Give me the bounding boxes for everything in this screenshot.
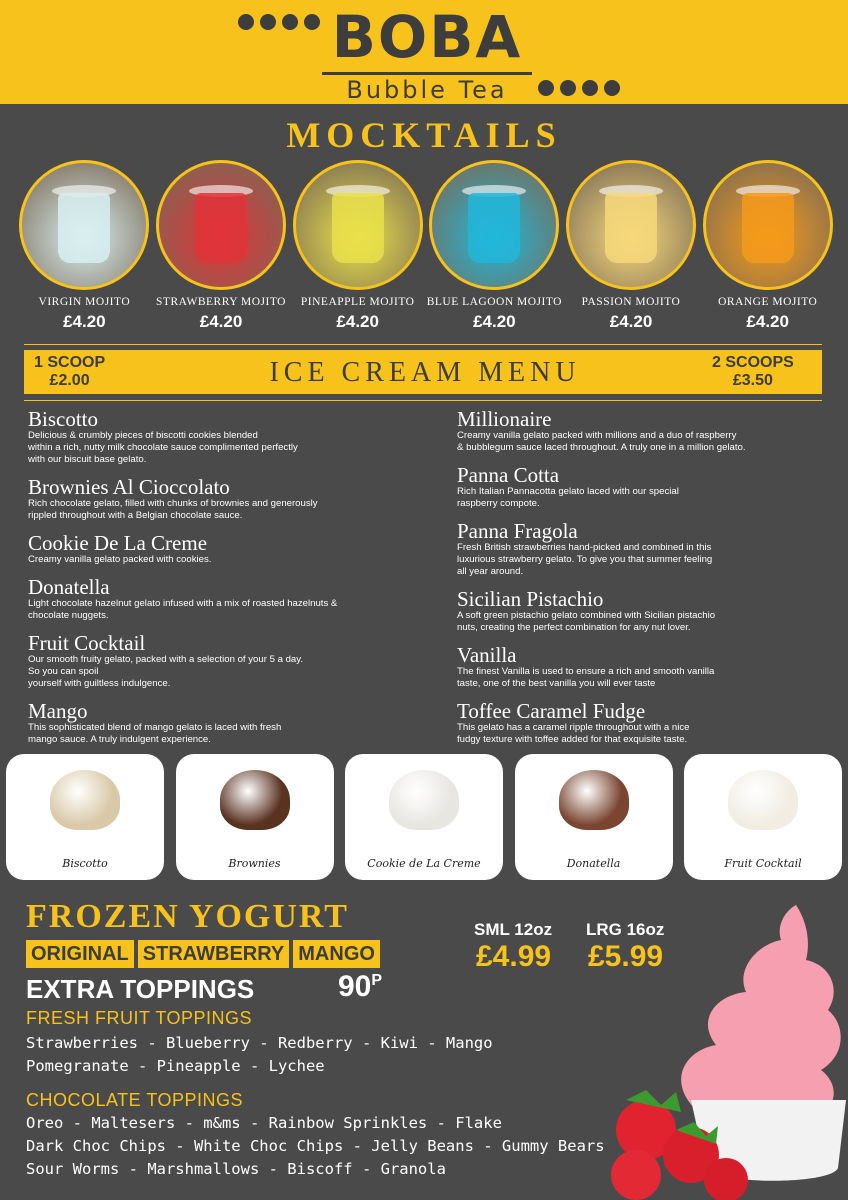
flavour-entry bbox=[457, 588, 827, 634]
flavour-name: Cookie De La Creme bbox=[28, 531, 208, 555]
mocktail-item bbox=[426, 160, 563, 332]
flavour-description: Delicious & crumbly pieces of biscotti cookies blended bbox=[28, 430, 258, 441]
brand-logo: BOBA bbox=[331, 3, 523, 71]
mocktail-photo bbox=[156, 160, 286, 290]
flavour-description: yourself with guiltless indulgence. bbox=[28, 678, 171, 689]
flavour-description: Rich chocolate gelato, filled with chunks of brownies and generously bbox=[28, 498, 318, 509]
flavour-description: luxurious strawberry gelato. To give you that summer feeling bbox=[457, 554, 713, 565]
chocolate-toppings-line: Oreo - Maltesers - m&ms - Rainbow Sprinkles - Flake bbox=[26, 1114, 502, 1132]
mocktails-row bbox=[16, 160, 836, 332]
extra-toppings-price: $90^P$ bbox=[338, 970, 383, 1003]
flavour-entry bbox=[28, 700, 428, 746]
mocktail-name: BLUE LAGOON MOJITO bbox=[426, 296, 562, 308]
logo-divider bbox=[322, 72, 532, 75]
flavour-description: with our biscuit base gelato. bbox=[28, 454, 147, 465]
ice-cream-title: ICE CREAM MENU bbox=[269, 357, 581, 388]
flavour-entry bbox=[28, 408, 428, 466]
flavour-description: all year around. bbox=[457, 566, 524, 577]
flavour-name: Panna Cotta bbox=[457, 463, 560, 487]
flavour-description: A soft green pistachio gelato combined with Sicilian pistachio bbox=[457, 610, 716, 621]
ice-cream-scoop-icon bbox=[559, 770, 629, 830]
mocktail-name: STRAWBERRY MOJITO bbox=[156, 296, 286, 308]
ice-cream-scoop-icon bbox=[728, 770, 798, 830]
frozen-yogurt-title: FROZEN YOGURT bbox=[26, 898, 349, 935]
glass-icon bbox=[468, 193, 520, 263]
mocktail-photo bbox=[566, 160, 696, 290]
chocolate-toppings-line: Sour Worms - Marshmallows - Biscoff - Granola bbox=[26, 1160, 446, 1178]
flavour-tag: ORIGINAL bbox=[26, 940, 134, 968]
flavour-card-label: Fruit Cocktail bbox=[724, 857, 802, 870]
flavour-description: nuts, creating the perfect combination for any nut lover. bbox=[457, 622, 691, 633]
fruit-toppings-line: Strawberries - Blueberry - Redberry - Kiwi - Mango bbox=[26, 1034, 493, 1052]
mocktail-price: £4.20 bbox=[746, 312, 789, 331]
decorative-dots-right bbox=[538, 80, 620, 96]
flavour-description: This gelato has a caramel ripple throughout with a nice bbox=[457, 722, 690, 733]
ice-cream-scoop-icon bbox=[220, 770, 290, 830]
large-size-label: LRG 16oz bbox=[586, 920, 665, 939]
flavour-name: Toffee Caramel Fudge bbox=[457, 699, 646, 723]
frozen-yogurt-illustration bbox=[606, 900, 848, 1200]
mocktail-name: PINEAPPLE MOJITO bbox=[300, 296, 415, 308]
flavour-entry bbox=[457, 644, 827, 690]
mocktail-price: £4.20 bbox=[199, 312, 243, 331]
glass-icon bbox=[332, 193, 384, 263]
flavour-cards bbox=[6, 754, 842, 880]
one-scoop-price: 1 SCOOP £2.00 bbox=[34, 354, 106, 389]
mocktail-price: £4.20 bbox=[63, 312, 106, 331]
glass-icon bbox=[195, 193, 247, 263]
mocktail-photo bbox=[19, 160, 149, 290]
flavour-card-label: Brownies bbox=[228, 857, 281, 870]
fruit-toppings-heading: FRESH FRUIT TOPPINGS bbox=[26, 1008, 253, 1028]
chocolate-toppings-heading: CHOCOLATE TOPPINGS bbox=[26, 1090, 244, 1110]
yogurt-flavour-tags bbox=[26, 940, 380, 968]
mocktail-item bbox=[153, 160, 290, 332]
mocktails-title: MOCKTAILS bbox=[286, 115, 562, 155]
glass-icon bbox=[742, 193, 794, 263]
flavour-card bbox=[684, 754, 842, 880]
flavour-entry bbox=[457, 700, 827, 746]
flavour-description: Fresh British strawberries hand-picked and combined in this bbox=[457, 542, 712, 553]
flavour-entry bbox=[28, 532, 428, 566]
mocktail-item bbox=[289, 160, 426, 332]
fruit-toppings-line: Pomegranate - Pineapple - Lychee bbox=[26, 1057, 325, 1075]
flavour-list-right bbox=[457, 408, 827, 756]
flavour-card bbox=[345, 754, 503, 880]
flavour-name: Millionaire bbox=[457, 407, 552, 431]
ice-cream-scoop-icon bbox=[389, 770, 459, 830]
mocktail-name: ORANGE MOJITO bbox=[718, 296, 818, 308]
flavour-description: Rich Italian Pannacotta gelato laced with our special bbox=[457, 486, 679, 497]
mocktail-photo bbox=[293, 160, 423, 290]
flavour-name: Panna Fragola bbox=[457, 519, 578, 543]
flavour-name: Brownies Al Cioccolato bbox=[28, 475, 230, 499]
flavour-description: chocolate nuggets. bbox=[28, 610, 109, 621]
divider-bottom bbox=[24, 400, 822, 401]
mocktail-item bbox=[16, 160, 153, 332]
mocktail-price: £4.20 bbox=[473, 312, 516, 331]
flavour-description: Light chocolate hazelnut gelato infused with a mix of roasted hazelnuts & bbox=[28, 598, 338, 609]
flavour-description: Our smooth fruity gelato, packed with a selection of your 5 a day. bbox=[28, 654, 303, 665]
flavour-card-label: Biscotto bbox=[62, 857, 108, 870]
flavour-name: Biscotto bbox=[28, 407, 99, 431]
flavour-entry bbox=[28, 632, 428, 690]
mocktail-item bbox=[563, 160, 700, 332]
extra-toppings-label: EXTRA TOPPINGS bbox=[26, 974, 255, 1004]
mocktail-name: PASSION MOJITO bbox=[581, 296, 681, 308]
flavour-description: within a rich, nutty milk chocolate sauce complimented perfectly bbox=[28, 442, 298, 453]
flavour-entry bbox=[457, 520, 827, 578]
flavour-description: fudgy texture with toffee added for that exquisite taste. bbox=[457, 734, 688, 745]
flavour-name: Fruit Cocktail bbox=[28, 631, 146, 655]
mocktail-name: VIRGIN MOJITO bbox=[38, 296, 131, 308]
two-scoops-price: 2 SCOOPS £3.50 bbox=[712, 354, 794, 389]
flavour-card-label: Cookie de La Creme bbox=[367, 857, 481, 870]
mocktail-price: £4.20 bbox=[336, 312, 379, 331]
ice-cream-scoop-icon bbox=[50, 770, 120, 830]
flavour-description: taste, one of the best vanilla you will ever taste bbox=[457, 678, 656, 689]
flavour-tag: STRAWBERRY bbox=[138, 940, 289, 968]
flavour-card bbox=[6, 754, 164, 880]
flavour-entry bbox=[457, 408, 827, 454]
flavour-tag: MANGO bbox=[293, 940, 380, 968]
mocktail-photo bbox=[703, 160, 833, 290]
glass-icon bbox=[58, 193, 110, 263]
flavour-description: Creamy vanilla gelato packed with millions and a duo of raspberry bbox=[457, 430, 737, 441]
glass-icon bbox=[605, 193, 657, 263]
flavour-name: Sicilian Pistachio bbox=[457, 587, 604, 611]
divider-top bbox=[24, 344, 822, 345]
flavour-description: rippled throughout with a Belgian chocolate sauce. bbox=[28, 510, 243, 521]
flavour-description: So you can spoil bbox=[28, 666, 99, 677]
flavour-name: Vanilla bbox=[457, 643, 517, 667]
flavour-name: Mango bbox=[28, 699, 88, 723]
flavour-card-label: Donatella bbox=[566, 857, 621, 870]
flavour-card bbox=[176, 754, 334, 880]
flavour-description: & bubblegum sauce laced throughout. A truly one in a million gelato. bbox=[457, 442, 746, 453]
flavour-description: The finest Vanilla is used to ensure a rich and smooth vanilla bbox=[457, 666, 715, 677]
flavour-description: This sophisticated blend of mango gelato is laced with fresh bbox=[28, 722, 282, 733]
header-banner bbox=[0, 0, 848, 104]
flavour-entry bbox=[457, 464, 827, 510]
flavour-list-left bbox=[28, 408, 428, 756]
small-size-price: £4.99 bbox=[476, 940, 552, 973]
flavour-entry bbox=[28, 476, 428, 522]
flavour-entry bbox=[28, 576, 428, 622]
flavour-description: mango sauce. A truly indulgent experience. bbox=[28, 734, 211, 745]
mocktail-price: £4.20 bbox=[609, 312, 653, 331]
decorative-dots-left bbox=[238, 14, 320, 30]
mocktail-item bbox=[699, 160, 836, 332]
mocktail-photo bbox=[429, 160, 559, 290]
flavour-name: Donatella bbox=[28, 575, 110, 599]
flavour-description: raspberry compote. bbox=[457, 498, 540, 509]
large-size-price: £5.99 bbox=[588, 940, 664, 973]
flavour-description: Creamy vanilla gelato packed with cookies. bbox=[28, 554, 212, 565]
brand-tagline: Bubble Tea bbox=[346, 76, 508, 104]
small-size-label: SML 12oz bbox=[474, 920, 553, 939]
chocolate-toppings-line: Dark Choc Chips - White Choc Chips - Jelly Beans - Gummy Bears bbox=[26, 1137, 605, 1155]
flavour-card bbox=[515, 754, 673, 880]
